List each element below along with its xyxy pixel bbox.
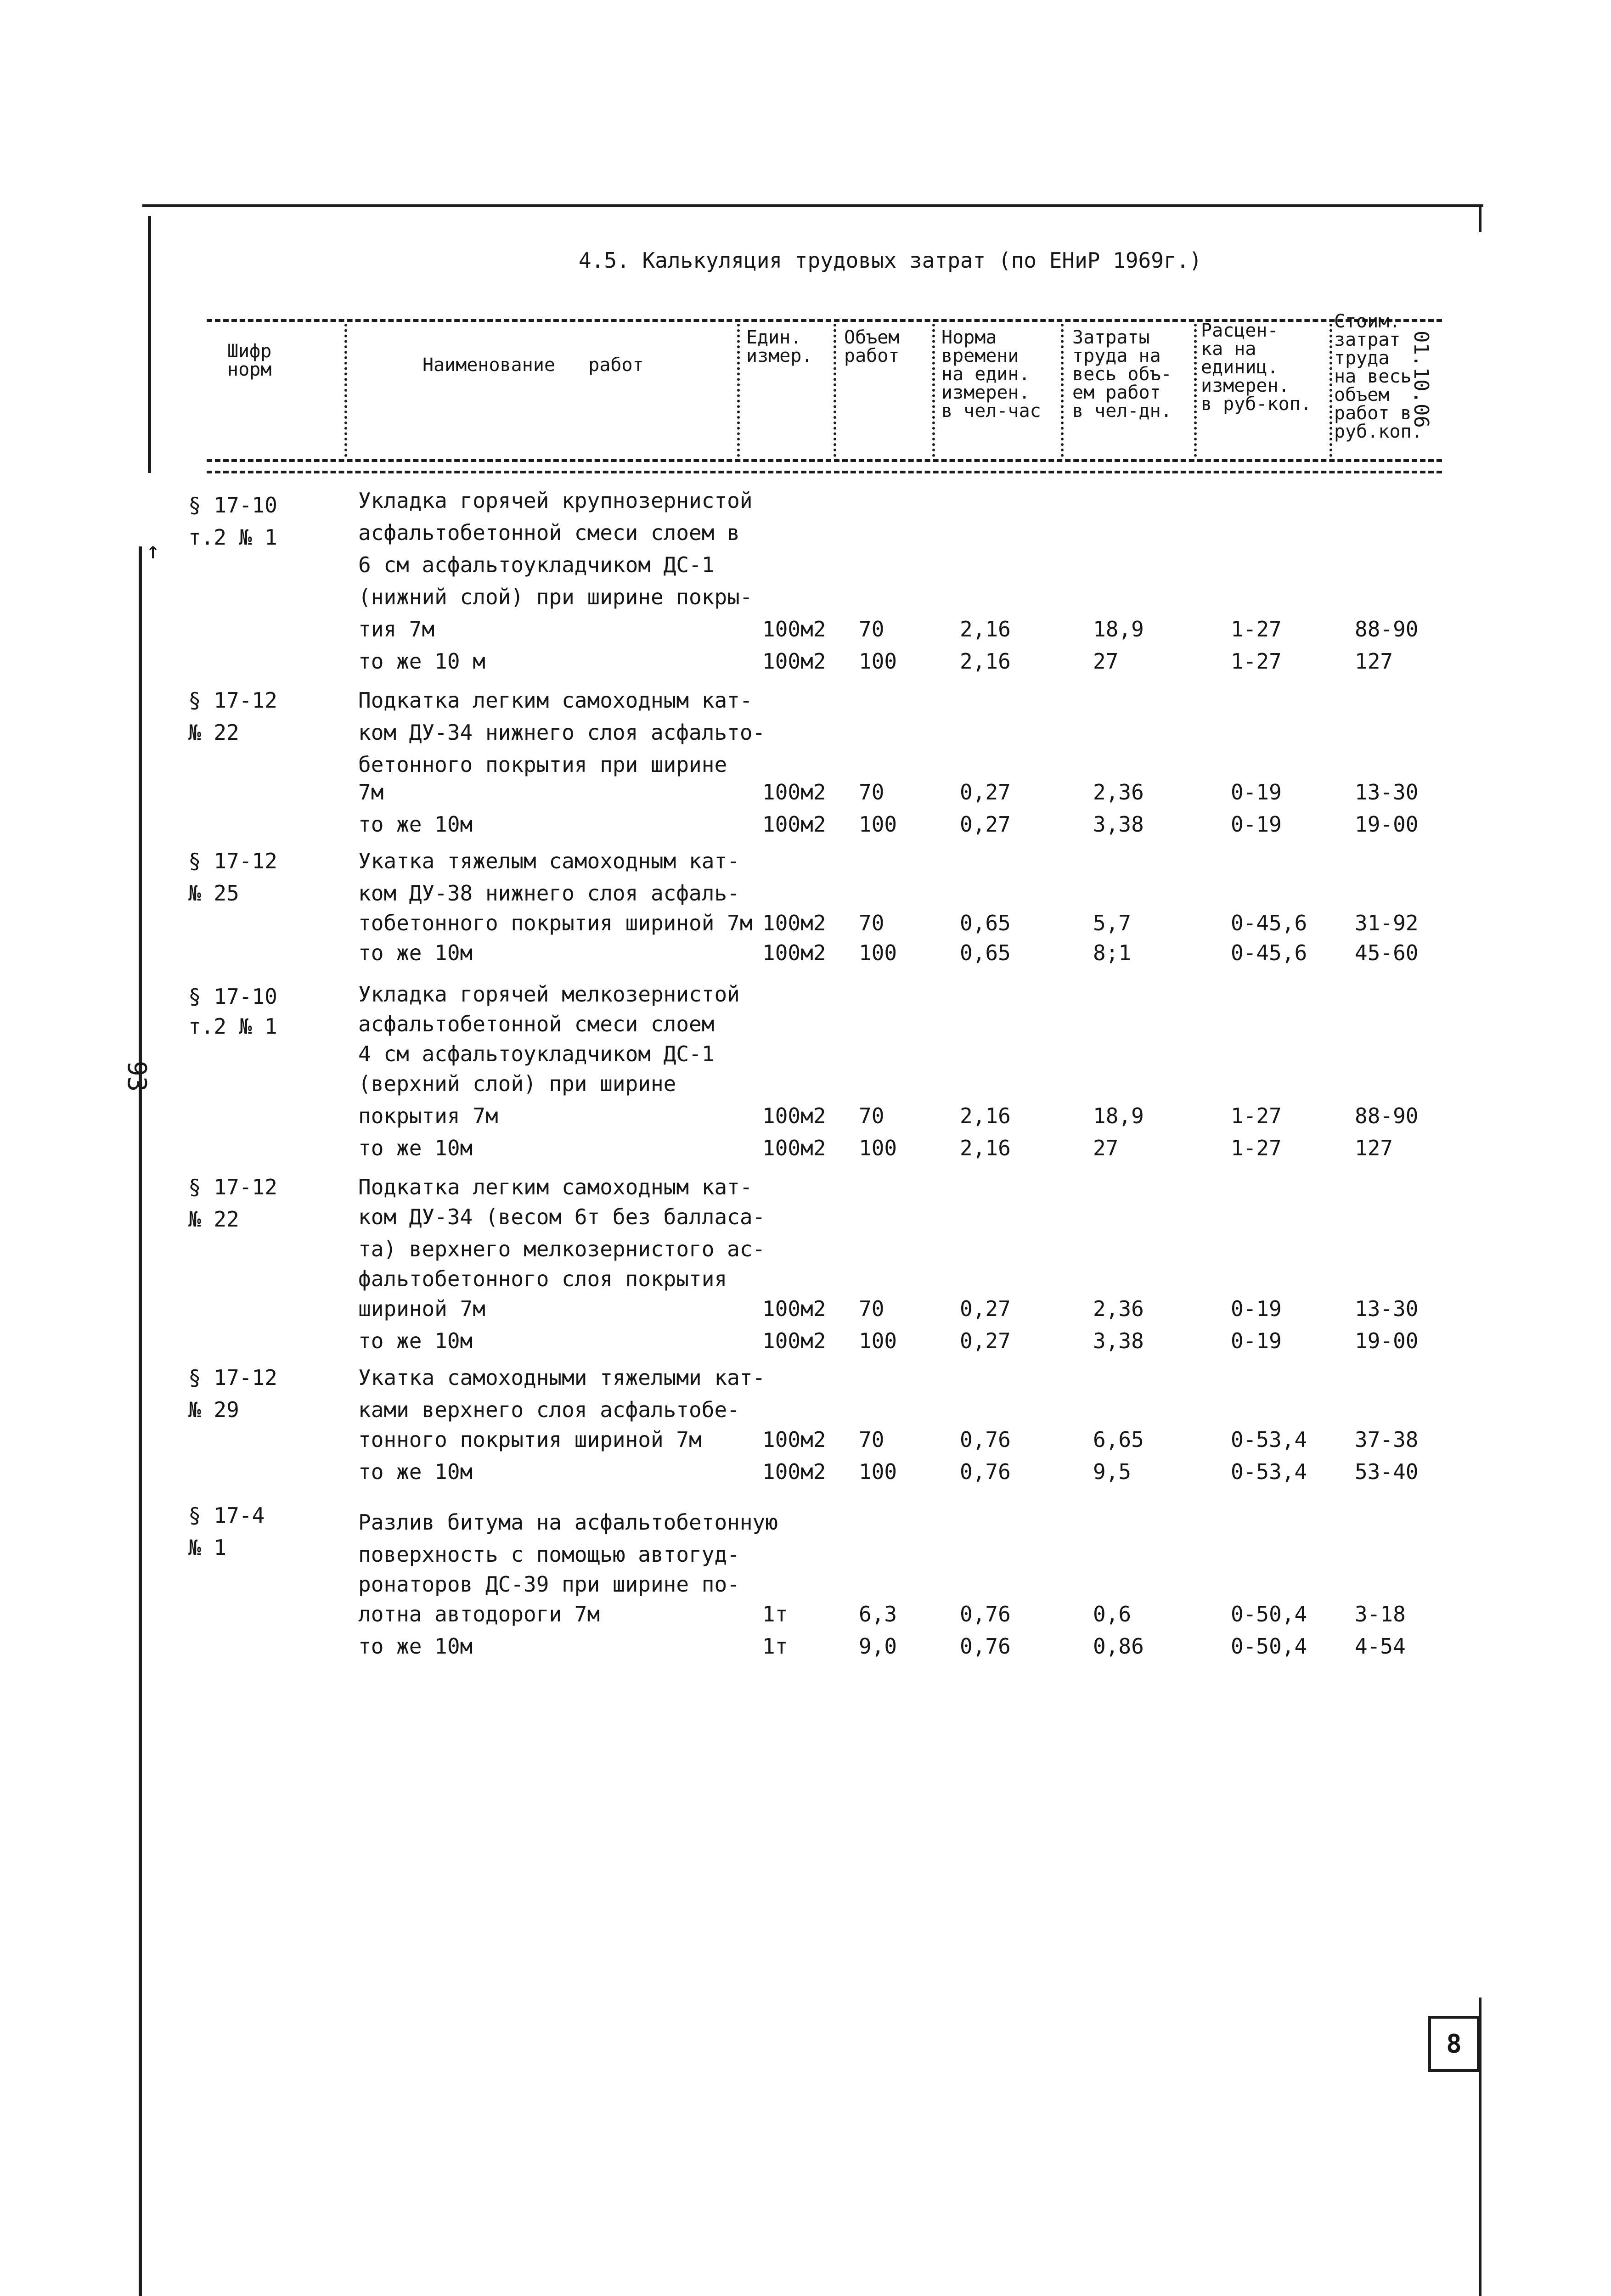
row-name-line: 6 см асфальтоукладчиком ДС-1 — [358, 552, 715, 577]
row-norm: 0,76 — [960, 1602, 1011, 1626]
row-name-line: фальтобетонного слоя покрытия — [358, 1266, 727, 1291]
row-norm: 2,16 — [960, 649, 1011, 674]
row-total: 13-30 — [1355, 780, 1419, 805]
row-volume: 100 — [859, 812, 897, 837]
row-rate: 0-19 — [1231, 780, 1282, 805]
row-code-line: т.2 № 1 — [188, 525, 277, 550]
col-divider-4 — [932, 324, 935, 457]
row-norm: 0,65 — [960, 911, 1011, 935]
row-rate: 0-19 — [1231, 812, 1282, 837]
row-name-line: бетонного покрытия при ширине — [358, 752, 727, 777]
row-labor: 0,86 — [1093, 1634, 1144, 1659]
frame-left-line — [148, 216, 151, 473]
row-unit: 100м2 — [762, 1427, 826, 1452]
row-name-line: поверхность с помощью автогуд- — [358, 1542, 740, 1567]
row-name-line: то же 10м — [358, 1459, 473, 1484]
header-unit: Един. измер. — [746, 327, 813, 366]
row-rate: 0-45,6 — [1231, 940, 1307, 965]
row-volume: 100 — [859, 940, 897, 965]
row-name-line: покрытия 7м — [358, 1103, 498, 1128]
row-code-line: § 17-12 — [188, 1175, 277, 1199]
row-name-line: Укатка тяжелым самоходным кат- — [358, 849, 740, 873]
row-rate: 1-27 — [1231, 1103, 1282, 1128]
row-code-line: т.2 № 1 — [188, 1014, 277, 1039]
row-name-line: то же 10м — [358, 1328, 473, 1353]
row-total: 45-60 — [1355, 940, 1419, 965]
row-total: 13-30 — [1355, 1296, 1419, 1321]
row-rate: 0-53,4 — [1231, 1459, 1307, 1484]
row-labor: 27 — [1093, 1136, 1119, 1160]
header-name: Наименование работ — [422, 355, 644, 376]
row-code-line: № 29 — [188, 1397, 239, 1422]
row-name-line: то же 10м — [358, 940, 473, 965]
row-name-line: шириной 7м — [358, 1296, 485, 1321]
row-total: 19-00 — [1355, 1328, 1419, 1353]
row-norm: 0,76 — [960, 1459, 1011, 1484]
row-unit: 100м2 — [762, 780, 826, 805]
row-rate: 0-50,4 — [1231, 1602, 1307, 1626]
margin-arrow-icon: ↑ — [146, 537, 160, 564]
row-name-line: ком ДУ-38 нижнего слоя асфаль- — [358, 881, 740, 906]
row-code-line: § 17-10 — [188, 493, 277, 518]
row-volume: 100 — [859, 1328, 897, 1353]
row-unit: 100м2 — [762, 812, 826, 837]
row-total: 88-90 — [1355, 617, 1419, 642]
row-unit: 100м2 — [762, 1459, 826, 1484]
row-rate: 0-19 — [1231, 1328, 1282, 1353]
row-name-line: ком ДУ-34 (весом 6т без балласа- — [358, 1204, 766, 1229]
row-labor: 18,9 — [1093, 617, 1144, 642]
side-stamp: 01.10.06 — [1409, 331, 1433, 428]
row-unit: 100м2 — [762, 1103, 826, 1128]
row-total: 53-40 — [1355, 1459, 1419, 1484]
row-unit: 1т — [762, 1602, 788, 1626]
row-code-line: № 22 — [188, 720, 239, 745]
row-name-line: то же 10м — [358, 1634, 473, 1659]
row-code-line: № 25 — [188, 881, 239, 906]
page-number: 8 — [1428, 2016, 1480, 2072]
row-norm: 0,27 — [960, 780, 1011, 805]
row-labor: 18,9 — [1093, 1103, 1144, 1128]
row-name-line: ком ДУ-34 нижнего слоя асфальто- — [358, 720, 766, 745]
margin-mark: 93 — [122, 1061, 152, 1092]
row-labor: 8;1 — [1093, 940, 1132, 965]
row-code-line: § 17-10 — [188, 984, 277, 1009]
header-bottom-rule-2 — [207, 471, 1442, 473]
row-name-line: Подкатка легким самоходным кат- — [358, 688, 753, 713]
header-volume: Объем работ — [844, 327, 900, 366]
row-rate: 1-27 — [1231, 617, 1282, 642]
row-name-line: Укладка горячей крупнозернистой — [358, 488, 753, 513]
row-labor: 9,5 — [1093, 1459, 1132, 1484]
row-volume: 70 — [859, 780, 884, 805]
row-norm: 0,76 — [960, 1427, 1011, 1452]
row-total: 88-90 — [1355, 1103, 1419, 1128]
row-rate: 1-27 — [1231, 649, 1282, 674]
frame-left-margin-line — [139, 546, 142, 2296]
row-unit: 100м2 — [762, 649, 826, 674]
row-volume: 100 — [859, 649, 897, 674]
row-code-line: § 17-12 — [188, 688, 277, 713]
row-labor: 0,6 — [1093, 1602, 1132, 1626]
row-norm: 0,65 — [960, 940, 1011, 965]
row-code-line: § 17-12 — [188, 1365, 277, 1390]
row-total: 4-54 — [1355, 1634, 1406, 1659]
row-unit: 1т — [762, 1634, 788, 1659]
row-name-line: то же 10м — [358, 812, 473, 837]
col-divider-7 — [1329, 324, 1332, 457]
row-total: 37-38 — [1355, 1427, 1419, 1452]
row-labor: 3,38 — [1093, 1328, 1144, 1353]
row-norm: 0,76 — [960, 1634, 1011, 1659]
row-unit: 100м2 — [762, 940, 826, 965]
col-divider-2 — [737, 324, 740, 457]
row-name-line: ками верхнего слоя асфальтобе- — [358, 1397, 740, 1422]
row-volume: 100 — [859, 1136, 897, 1160]
row-name-line: тия 7м — [358, 617, 435, 642]
row-volume: 70 — [859, 911, 884, 935]
row-labor: 5,7 — [1093, 911, 1132, 935]
col-divider-3 — [834, 324, 836, 457]
header-norm: Норма времени на един. измерен. в чел-час — [941, 327, 1041, 422]
row-name-line: асфальтобетонной смеси слоем — [358, 1012, 715, 1036]
row-rate: 1-27 — [1231, 1136, 1282, 1160]
page-title: 4.5. Калькуляция трудовых затрат (по ЕНиР 1969г.) — [579, 248, 1202, 273]
col-divider-6 — [1194, 324, 1197, 457]
row-name-line: асфальтобетонной смеси слоем в — [358, 520, 740, 545]
row-volume: 70 — [859, 1296, 884, 1321]
row-total: 31-92 — [1355, 911, 1419, 935]
row-name-line: 4 см асфальтоукладчиком ДС-1 — [358, 1041, 715, 1066]
row-labor: 2,36 — [1093, 1296, 1144, 1321]
row-volume: 100 — [859, 1459, 897, 1484]
header-bottom-rule — [207, 459, 1442, 462]
header-rate: Расцен- ка на единиц. измерен. в руб-коп. — [1201, 320, 1312, 415]
row-name-line: Разлив битума на асфальтобетонную — [358, 1510, 778, 1535]
row-volume: 70 — [859, 617, 884, 642]
row-norm: 0,27 — [960, 1296, 1011, 1321]
row-unit: 100м2 — [762, 1328, 826, 1353]
row-name-line: то же 10м — [358, 1136, 473, 1160]
row-total: 19-00 — [1355, 812, 1419, 837]
row-labor: 3,38 — [1093, 812, 1144, 837]
row-unit: 100м2 — [762, 911, 826, 935]
row-norm: 2,16 — [960, 617, 1011, 642]
header-code: Шифр норм — [227, 341, 272, 380]
row-volume: 6,3 — [859, 1602, 897, 1626]
col-divider-1 — [344, 324, 347, 457]
col-divider-5 — [1061, 324, 1064, 457]
row-labor: 2,36 — [1093, 780, 1144, 805]
row-name-line: тобетонного покрытия шириной 7м — [358, 911, 753, 935]
row-name-line: Укладка горячей мелкозернистой — [358, 982, 740, 1007]
row-code-line: § 17-12 — [188, 849, 277, 873]
row-volume: 70 — [859, 1103, 884, 1128]
row-rate: 0-53,4 — [1231, 1427, 1307, 1452]
row-name-line: та) верхнего мелкозернистого ас- — [358, 1237, 766, 1261]
row-unit: 100м2 — [762, 617, 826, 642]
row-name-line: ронаторов ДС-39 при ширине по- — [358, 1572, 740, 1597]
header-labor: Затраты труда на весь объ- ем работ в чел-дн. — [1072, 327, 1172, 422]
row-name-line: 7м — [358, 780, 384, 805]
row-norm: 0,27 — [960, 1328, 1011, 1353]
row-code-line: № 22 — [188, 1207, 239, 1232]
row-name-line: лотна автодороги 7м — [358, 1602, 600, 1626]
row-name-line: (верхний слой) при ширине — [358, 1071, 676, 1096]
row-unit: 100м2 — [762, 1136, 826, 1160]
row-name-line: Подкатка легким самоходным кат- — [358, 1175, 753, 1199]
row-volume: 9,0 — [859, 1634, 897, 1659]
row-code-line: § 17-4 — [188, 1503, 265, 1528]
row-name-line: тонного покрытия шириной 7м — [358, 1427, 702, 1452]
row-unit: 100м2 — [762, 1296, 826, 1321]
row-rate: 0-50,4 — [1231, 1634, 1307, 1659]
row-labor: 6,65 — [1093, 1427, 1144, 1452]
row-rate: 0-45,6 — [1231, 911, 1307, 935]
row-name-line: (нижний слой) при ширине покры- — [358, 585, 753, 609]
row-norm: 2,16 — [960, 1103, 1011, 1128]
row-labor: 27 — [1093, 649, 1119, 674]
row-code-line: № 1 — [188, 1535, 227, 1560]
row-total: 127 — [1355, 1136, 1393, 1160]
row-norm: 0,27 — [960, 812, 1011, 837]
row-total: 127 — [1355, 649, 1393, 674]
row-rate: 0-19 — [1231, 1296, 1282, 1321]
header-total: Стоим. затрат труда на весь объем работ в руб.коп. — [1334, 311, 1423, 442]
row-volume: 70 — [859, 1427, 884, 1452]
row-name-line: Укатка самоходными тяжелыми кат- — [358, 1365, 766, 1390]
row-name-line: то же 10 м — [358, 649, 485, 674]
frame-top-line — [142, 204, 1483, 207]
frame-right-top-line — [1479, 204, 1481, 232]
row-norm: 2,16 — [960, 1136, 1011, 1160]
row-total: 3-18 — [1355, 1602, 1406, 1626]
